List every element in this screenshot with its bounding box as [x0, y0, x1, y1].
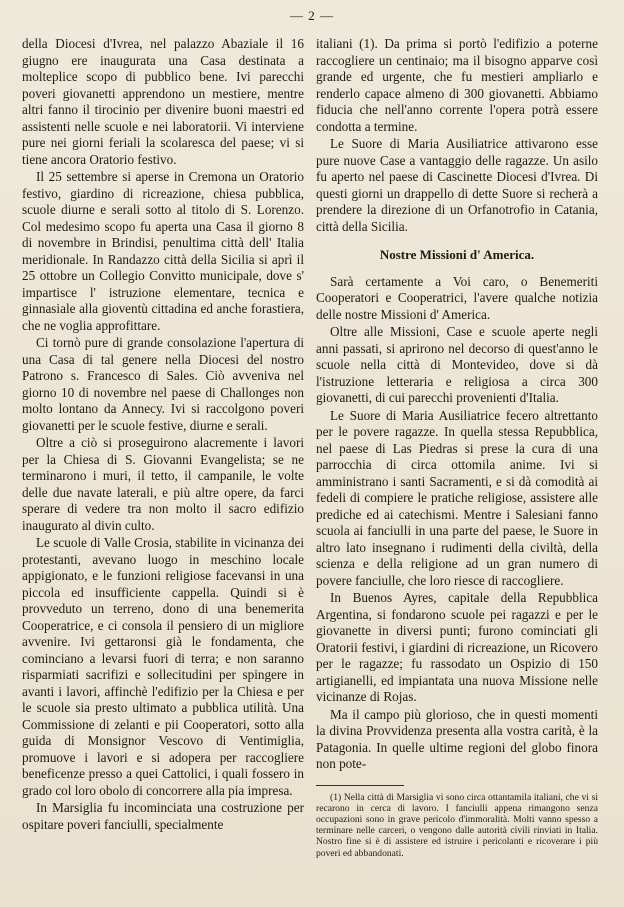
paragraph: In Marsiglia fu incominciata una costruzione per ospitare poveri fanciulli, specialmente	[22, 800, 304, 832]
paragraph: Sarà certamente a Voi caro, o Benemeriti Cooperatori e Cooperatrici, l'avere qualche notizia delle nostre Missioni d' America.	[316, 273, 598, 322]
paragraph: In Buenos Ayres, capitale della Repubblica Argentina, si fondarono scuole pei ragazzi e per le giovanette in diversi punti; furono cominciati gli Oratorii festivi, i giardini di ricreazione, un Ricovero per le ragazze; fu rassodato un Ospizio di 150 artigianelli, ed impiantata una nuova Missione nelle vicinanze di Rojas.	[316, 590, 598, 704]
section-heading: Nostre Missioni d' America.	[379, 247, 535, 262]
paragraph: italiani (1). Da prima si portò l'edifizio a poterne raccogliere un centinaio; ma il bisogno apparve così grande ed urgente, che fu mestieri ampliarlo e renderlo capace almeno di 300 giovanetti. Abbiamo fiducia che nell'anno corrente l'opera potrà essere condotta a termine.	[316, 36, 598, 134]
paragraph: Oltre alle Missioni, Case e scuole aperte negli anni passati, si aprirono nel decorso di quest'anno le scuole nella città di Montevideo, dove si dà l'istruzione letteraria e religiosa a circa 300 giovanetti, di cui parecchi provenienti d'Italia.	[316, 324, 598, 405]
paragraph: Il 25 settembre si aperse in Cremona un Oratorio festivo, giardino di ricreazione, chiesa pubblica, scuole diurne e serali sotto al titolo di S. Lorenzo. Col medesimo scopo fu aperta una Casa il giorno 8 di novembre in Brindisi, penultima città dell' Italia meridionale. In Randazzo città della Sicilia si aprì il 25 ottobre un Collegio Convitto municipale, dove s' impartisce l' istruzione elementare, tecnica e ginnasiale alla gioventù cittadina ed anche forastiera, che ne voglia approfittare.	[22, 169, 304, 333]
page-number: — 2 —	[290, 8, 334, 23]
footnote-divider	[316, 785, 404, 786]
footnote: (1) Nella città di Marsiglia vi sono circa ottantamila italiani, che vi si recarono in cerca di lavoro. I fanciulli appena rimangono senza occupazioni sono in grave pericolo d'immoralità. Molti vanno spesso a terminare nelle carceri, o vengono dalle autorità civili rinviati in Italia. Nostro fine si è di assistere ed istruire i pericolanti e ricoverare i più poveri ed abbandonati.	[316, 791, 598, 859]
paragraph: Le Suore di Maria Ausiliatrice attivarono esse pure nuove Case a vantaggio delle ragazze. Un asilo fu aperto nel paese di Cascinette Diocesi d'Ivrea. Di questi giorni un drappello di dette Suore si recherà a prendere la direzione di un Orfanotrofio in Catania, città della Sicilia.	[316, 136, 598, 234]
right-column-top	[316, 36, 598, 235]
left-column	[22, 36, 304, 833]
paragraph: Ci tornò pure di grande consolazione l'apertura di una Casa di tal genere nella Diocesi del nostro Patrono s. Francesco di Sales. Ciò avveniva nel giorno 10 di novembre nel paese di Challonges non molto lontano da Annecy. Ivi si raccolgono poveri giovanetti per le scuole festive, diurne e serali.	[22, 335, 304, 433]
paragraph: Ma il campo più glorioso, che in questi momenti la divina Provvidenza presenta alla vostra carità, è la Patagonia. In quelle ultime regioni del globo finora non pote-	[316, 706, 598, 771]
paragraph: Oltre a ciò si proseguirono alacremente i lavori per la Chiesa di S. Giovanni Evangelista; se ne terminarono i muri, il tetto, il campanile, le volte delle due navate laterali, e più altre opere, da farci sperare di vedere tra non molto il sacro edifizio inaugurato al divin culto.	[22, 435, 304, 533]
right-column	[316, 36, 598, 859]
paragraph: Le Suore di Maria Ausiliatrice fecero altrettanto per le povere ragazze. In quella stessa Repubblica, nel paese di Las Piedras si prese la cura di una parrocchia di circa ottomila anime. Ivi si amministrano i santi Sacramenti, e si dà comodità ai fedeli di compiere le pratiche religiose, assistere alle prediche ed ai catechismi. Mentre i Salesiani fanno scuola ai fanciulli in una parte del paese, le Suore in altro lato insegnano i rudimenti della civiltà, della scienza e della religione ad un gran numero di povere fanciulle, che loro riesce di raccogliere.	[316, 407, 598, 588]
right-column-bottom	[316, 274, 598, 773]
paragraph: della Diocesi d'Ivrea, nel palazzo Abaziale il 16 giugno ere inaugurata una Casa destinata a molteplice scopo di pubblico bene. Ivi parecchi poveri giovanetti apprendono un mestiere, mentre altri fanno il tirocinio per divenire buoni maestri ed assistenti nelle scuole e nei laboratorii. Vi interviene pure nei giorni feriali la scolaresca del paese; vi si tiene ancora Oratorio festivo.	[22, 36, 304, 167]
paragraph: Le scuole di Valle Crosia, stabilite in vicinanza dei protestanti, avevano luogo in meschino locale appigionato, e le funzioni religiose facevansi in una piccola ed insufficiente cappella. Quindi si è provveduto un terreno, dono di una benemerita Cooperatrice, e ci consola il pensiero di un migliore avvenire. Ivi gettaronsi già le fondamenta, che cominciano a levarsi fuori di terra; e non saranno risparmiati sacrifizi e sollecitudini per spingere in avanti i lavori, affinchè l'edifizio per la Chiesa e per le scuole sia presto ultimato a pubblica utilità. Una Commissione di zelanti e pii Cooperatori, sotto alla guida di Monsignor Vescovo di Ventimiglia, promuove i lavori e si adopera per raccogliere beneficenze presso a quei Cattolici, i quali fossero in grado col loro obolo di concorrere alla pia impresa.	[22, 535, 304, 798]
